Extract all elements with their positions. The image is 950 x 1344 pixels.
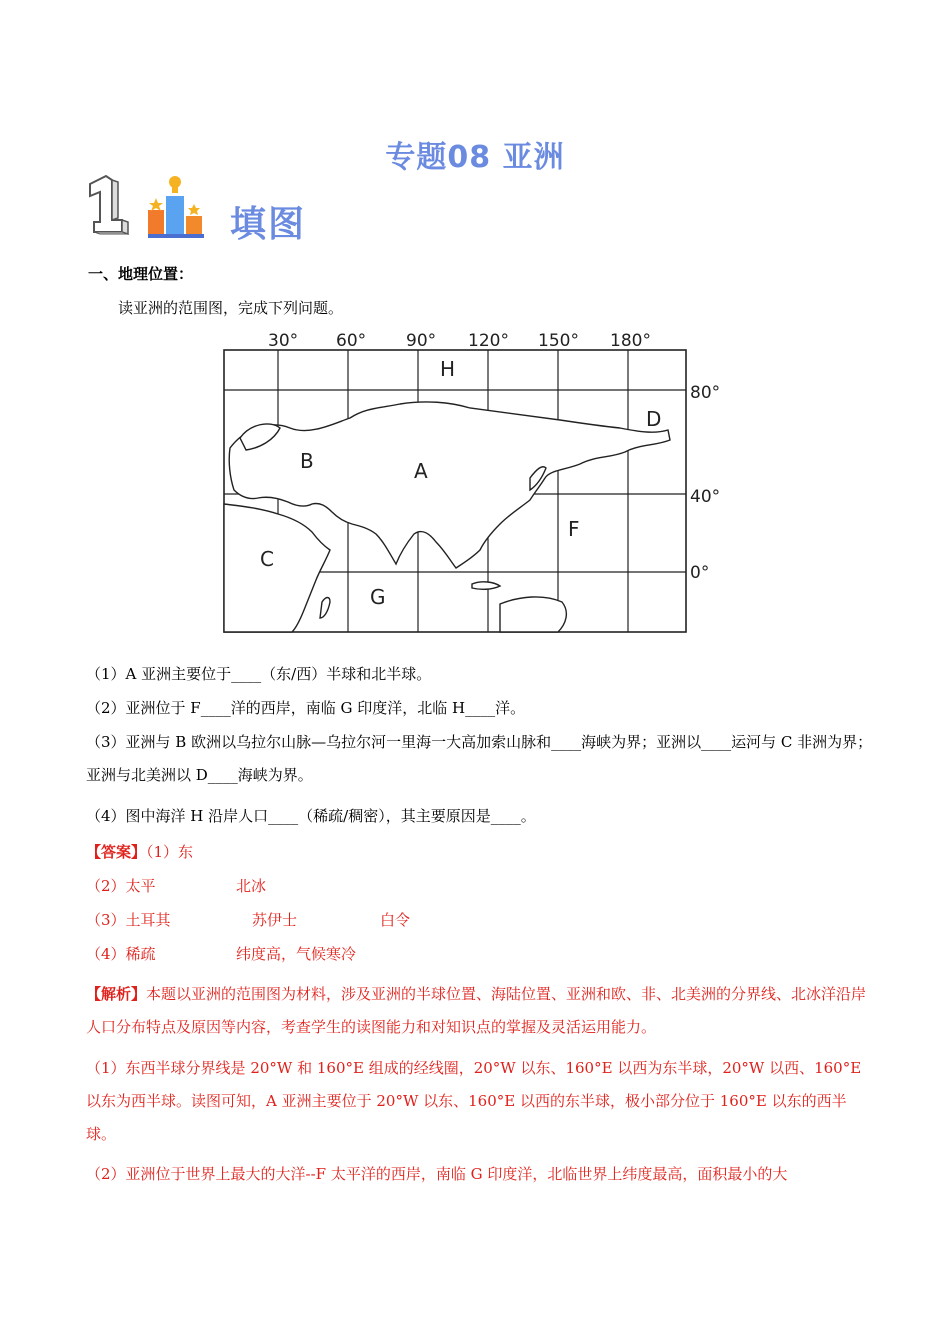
region-label-a: A: [414, 459, 428, 483]
australia-outline: [500, 597, 566, 632]
answer-tag: 【答案】: [86, 843, 147, 861]
region-label-d: D: [646, 407, 662, 431]
answer-line-4: [86, 938, 876, 971]
lon-label: 30°: [268, 331, 299, 351]
answer-item: 北冰: [236, 877, 267, 895]
page-title: 专题08 亚洲: [385, 140, 565, 175]
madagascar-outline: [320, 598, 330, 619]
longitude-labels: [268, 331, 651, 351]
question-3: （3）亚洲与 B 欧洲以乌拉尔山脉—乌拉尔河一里海一大高加索山脉和____海峡为界；亚洲以____运河与 C 非洲为界；亚洲与北美洲以 D____海峡为界。: [86, 733, 873, 784]
intro-text: 读亚洲的范围图，完成下列问题。: [118, 299, 344, 317]
answer-line-3: [86, 904, 876, 937]
lat-label: 40°: [690, 487, 721, 507]
lon-label: 90°: [406, 331, 437, 351]
analysis-p2: （2）亚洲位于世界上最大的大洋--F 太平洋的西岸，南临 G 印度洋，北临世界上纬度最高，面积最小的大: [86, 1165, 788, 1183]
lon-label: 120°: [468, 331, 509, 351]
region-label-h: H: [440, 357, 456, 381]
region-label-g: G: [370, 585, 386, 609]
number-one-icon: [90, 176, 128, 234]
latitude-labels: [690, 383, 720, 583]
answer-item: 苏伊士: [252, 911, 298, 929]
analysis-p1: （1）东西半球分界线是 20°W 和 160°E 组成的经线圈，20°W 以东、160°E 以西为东半球，20°W 以西、160°E 以东为西半球。读图可知，A 亚洲主要位于 20°W 以东、160°E 以西的东半球，极小部分位于 160°E 以东的西半球。: [86, 1059, 862, 1143]
heading: 一、地理位置：: [88, 265, 194, 283]
answer-line-1: [86, 836, 876, 869]
land-outlines: [224, 402, 670, 632]
answer-line-2: [86, 870, 876, 903]
section-header: [86, 172, 486, 245]
region-label-f: F: [568, 517, 580, 541]
lon-label: 180°: [610, 331, 651, 351]
region-label-c: C: [260, 547, 274, 571]
question-1: （1）A 亚洲主要位于____（东/西）半球和北半球。: [86, 665, 432, 683]
lat-label: 0°: [690, 563, 710, 583]
answer-item: 纬度高，气候寒冷: [236, 945, 357, 963]
lat-label: 80°: [690, 383, 721, 403]
lon-label: 150°: [538, 331, 579, 351]
answer-item: （4）稀疏: [86, 945, 156, 963]
lon-label: 60°: [336, 331, 367, 351]
podium-icon: [148, 176, 204, 238]
section-label: 填图: [230, 204, 307, 245]
analysis-text: 本题以亚洲的范围图为材料，涉及亚洲的半球位置、海陆位置、亚洲和欧、非、北美洲的分界线、北冰洋沿岸人口分布特点及原因等内容，考查学生的读图能力和对知识点的掌握及灵活运用能力。: [86, 985, 867, 1036]
analysis-intro: [86, 978, 876, 1044]
answer-item: （3）土耳其: [86, 911, 171, 929]
answer-item: 白令: [380, 911, 411, 929]
africa-outline: [224, 504, 330, 632]
question-2: （2）亚洲位于 F____洋的西岸，南临 G 印度洋，北临 H____洋。: [86, 699, 526, 717]
answer-item: （2）太平: [86, 877, 156, 895]
section-icons: [86, 172, 216, 242]
indonesia-outline: [472, 582, 500, 589]
analysis-tag: 【解析】: [86, 985, 147, 1003]
answer-item: （1）东: [146, 843, 194, 861]
region-label-b: B: [300, 449, 314, 473]
question-4: （4）图中海洋 H 沿岸人口____（稀疏/稠密），其主要原因是____。: [86, 807, 536, 825]
asia-map: [200, 328, 740, 638]
